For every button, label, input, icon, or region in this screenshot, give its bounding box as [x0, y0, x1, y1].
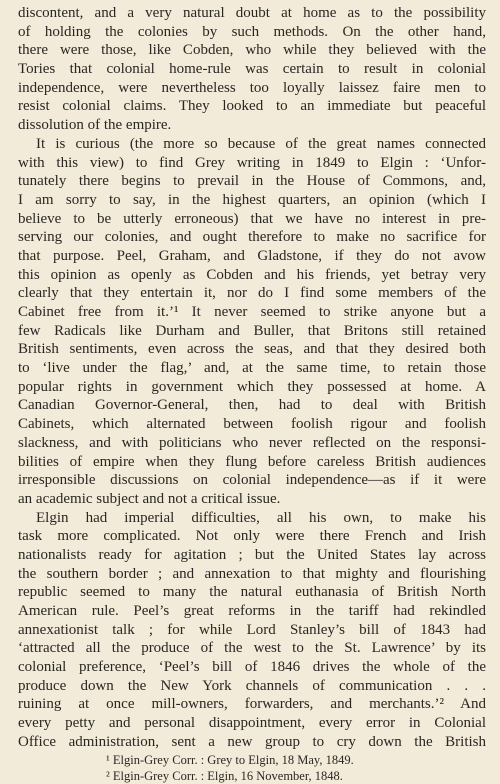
text-line: with this view) to find Grey writing in 1849 to Elgin : ‘Unfor- — [18, 154, 486, 171]
text-line: resist colonial claims. They looked to an immediate but peaceful — [18, 98, 486, 115]
text-line: serving our colonies, and ought therefore to make no sacrifice for — [18, 229, 486, 246]
text-line: Office administration, sent a new group to cry down the British — [18, 733, 486, 750]
footnotes — [18, 752, 486, 784]
text-line: nationalists ready for agitation ; but the United States lay across — [18, 546, 486, 563]
text-line: It is curious (the more so because of the great names connected — [36, 135, 486, 152]
text-line: American rule. Peel’s great reforms in the tariff had rekindled — [18, 603, 486, 619]
text-line: few Radicals like Durham and Buller, that Britons still retained — [18, 322, 486, 339]
text-line: irresponsible discussions on colonial independence—as if it were — [18, 472, 486, 489]
text-line: independence, were nevertheless too loyally laissez faire men to — [18, 79, 486, 96]
text-line: Canadian Governor-General, then, had to deal with British — [18, 397, 486, 414]
text-line: slackness, and with politicians who never reflected on the responsi- — [18, 434, 486, 451]
text-line: colonial preference, ‘Peel’s bill of 1846 drives the whole of the — [18, 659, 486, 676]
text-line: this opinion as openly as Cobden and his friends, yet betray very — [18, 266, 486, 283]
text-line: of holding the colonies by such methods. On the other hand, — [18, 23, 486, 40]
text-line: to ‘live under the flag,’ and, at the same time, to retain those — [18, 360, 486, 377]
text-line: tunately there begins to prevail in the House of Commons, and, — [18, 173, 486, 190]
text-line: that purpose. Peel, Graham, and Gladstone, if they do not avow — [18, 247, 486, 264]
body-text — [18, 4, 486, 752]
text-line: Cabinets, which alternated between foolish rigour and foolish — [18, 416, 486, 433]
text-line: Cabinet free from it.’¹ It never seemed to strike anyone but a — [18, 304, 486, 320]
text-line: the southern border ; and annexation to that mighty and flourishing — [18, 565, 486, 582]
text-line: ruining at once mill-owners, forwarders, and merchants.’² And — [18, 696, 486, 713]
text-line: British sentiments, even across the seas, and that they desired both — [18, 341, 486, 358]
text-line: dissolution of the empire. — [18, 117, 172, 134]
text-line: there were those, like Cobden, who while they believed with the — [18, 42, 486, 59]
text-line: task more complicated. Not only were there French and Irish — [18, 528, 486, 545]
text-line: Elgin had imperial difficulties, all his own, to make his — [36, 509, 486, 526]
footnote-1: ¹ Elgin-Grey Corr. : Grey to Elgin, 18 May, 1849. — [106, 752, 354, 767]
text-line: republic seemed to many the natural euthanasia of British North — [18, 584, 486, 601]
text-line: ‘attracted all the produce of the west to the St. Lawrence’ by its — [18, 640, 486, 657]
text-line: every petty and personal disappointment, every error in Colonial — [18, 715, 486, 732]
text-line: bilities of empire when they flung before careless British audiences — [18, 453, 486, 470]
text-line: popular rights in government which they possessed at home. A — [18, 378, 486, 395]
text-line: discontent, and a very natural doubt at home as to the possibility — [18, 5, 486, 21]
text-line: Tories that colonial home-rule was certain to result in colonial — [18, 61, 486, 78]
text-line: an academic subject and not a critical issue. — [18, 490, 281, 507]
footnote-2: ² Elgin-Grey Corr. : Elgin, 16 November, 1848. — [106, 768, 343, 783]
text-line: annexationist talk ; for while Lord Stanley’s bill of 1843 had — [18, 621, 486, 638]
text-line: believe to be utterly erroneous) that we have no interest in pre- — [18, 210, 486, 227]
text-line: I am sorry to say, in the highest quarters, an opinion (which I — [18, 191, 486, 208]
text-line: produce down the New York channels of communication . . . — [18, 677, 486, 694]
text-line: clearly that they entertain it, nor do I find some members of the — [18, 285, 486, 302]
